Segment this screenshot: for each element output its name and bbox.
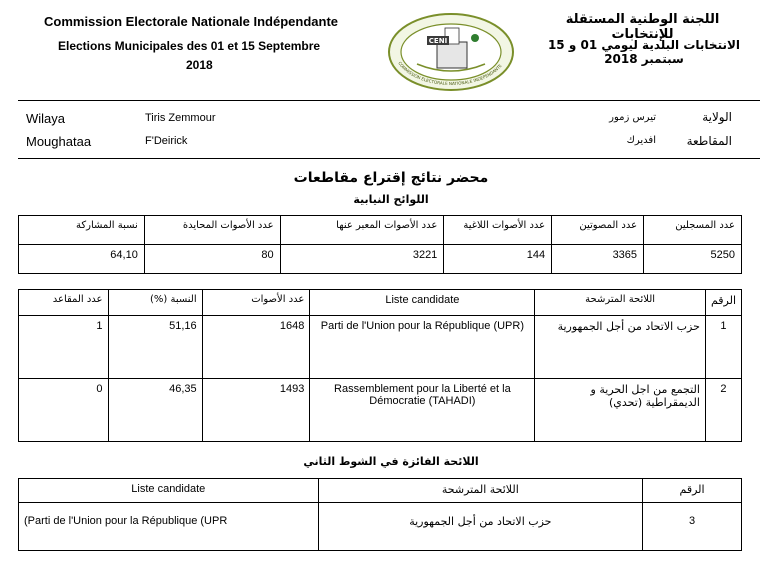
svg-text:COMMISSION ELECTORALE NATIONAL: COMMISSION ELECTORALE NATIONALE INDEPENDANTE [397, 60, 503, 87]
stats-value-voters: 3365 [552, 245, 644, 274]
svg-text:CENI: CENI [428, 37, 448, 45]
results-header-list: Liste candidate [310, 290, 535, 316]
ceni-logo [387, 12, 515, 92]
results-header-pct: النسبة (%) [108, 290, 202, 316]
table-row [19, 316, 742, 379]
stats-header-turnout: نسبة المشاركة [19, 216, 145, 245]
header-divider [18, 100, 760, 101]
report-title-ar: محضر نتائج إقتراع مقاطعات [293, 170, 489, 186]
row-pct: 46,35 [108, 379, 202, 442]
wilaya-value-fr: Tiris Zemmour [145, 112, 216, 124]
row-votes: 1493 [202, 379, 310, 442]
stats-value-row [19, 245, 742, 274]
stats-header-invalid: عدد الأصوات اللاغية [444, 216, 552, 245]
stats-value-blank: 80 [144, 245, 280, 274]
row-pct: 51,16 [108, 316, 202, 379]
location-divider [18, 158, 760, 159]
results-header-votes: عدد الأصوات [202, 290, 310, 316]
winner-header-num: الرقم [643, 479, 742, 503]
row-seats: 0 [19, 379, 109, 442]
row-list: Parti de l'Union pour la République (UPR) [310, 316, 535, 379]
stats-header-row [19, 216, 742, 245]
results-table [18, 289, 742, 442]
header-election-fr: Elections Municipales des 01 et 15 Septembre [58, 39, 321, 53]
stats-table [18, 215, 742, 274]
second-round-title-ar: اللائحة الفائزة في الشوط الثاني [303, 455, 479, 468]
winner-list-ar: حزب الاتحاد من أجل الجمهورية [318, 503, 643, 551]
results-header-list-ar: اللائحة المترشحة [535, 290, 706, 316]
row-list-ar: حزب الاتحاد من أجل الجمهورية [535, 316, 706, 379]
header-title-ar: اللجنة الوطنية المستقلة للإنتخابات [565, 12, 720, 42]
stats-header-registered: عدد المسجلين [644, 216, 742, 245]
moughataa-label-fr: Moughataa [26, 134, 92, 149]
stats-header-blank: عدد الأصوات المحايدة [144, 216, 280, 245]
winner-header-list: Liste candidate [19, 479, 319, 503]
row-num: 1 [705, 316, 741, 379]
stats-header-expressed: عدد الأصوات المعبر عنها [280, 216, 444, 245]
winner-table [18, 478, 742, 551]
row-list-ar: التجمع من اجل الحرية و الديمقراطية (تحدي) [535, 379, 706, 442]
moughataa-value-fr: F'Deirick [145, 135, 188, 147]
winner-header-list-ar: اللائحة المترشحة [318, 479, 643, 503]
wilaya-label-ar: الولاية [702, 110, 732, 124]
results-header-seats: عدد المقاعد [19, 290, 109, 316]
stats-value-invalid: 144 [444, 245, 552, 274]
stats-header-voters: عدد المصوتين [552, 216, 644, 245]
report-subtitle-ar: اللوائح النيابية [353, 193, 429, 206]
wilaya-value-ar: تيرس زمور [609, 112, 656, 123]
stats-value-turnout: 64,10 [19, 245, 145, 274]
header-title-fr: Commission Electorale Nationale Indépendante [44, 14, 339, 29]
moughataa-value-ar: افديرك [626, 135, 656, 146]
wilaya-label-fr: Wilaya [26, 111, 66, 126]
winner-num: 3 [643, 503, 742, 551]
row-votes: 1648 [202, 316, 310, 379]
table-row [19, 503, 742, 551]
header-election-ar: الانتخابات البلدية ليومي 01 و 15 سبتمبر 2018 [547, 38, 741, 66]
row-seats: 1 [19, 316, 109, 379]
header-year-fr: 2018 [186, 58, 213, 72]
results-header-num: الرقم [705, 290, 741, 316]
winner-list: (Parti de l'Union pour la République (UPR [19, 503, 319, 551]
moughataa-label-ar: المقاطعة [686, 134, 732, 148]
table-row [19, 379, 742, 442]
winner-header-row [19, 479, 742, 503]
row-list: Rassemblement pour la Liberté et la Démocratie (TAHADI) [310, 379, 535, 442]
stats-value-expressed: 3221 [280, 245, 444, 274]
row-num: 2 [705, 379, 741, 442]
results-header-row [19, 290, 742, 316]
stats-value-registered: 5250 [644, 245, 742, 274]
